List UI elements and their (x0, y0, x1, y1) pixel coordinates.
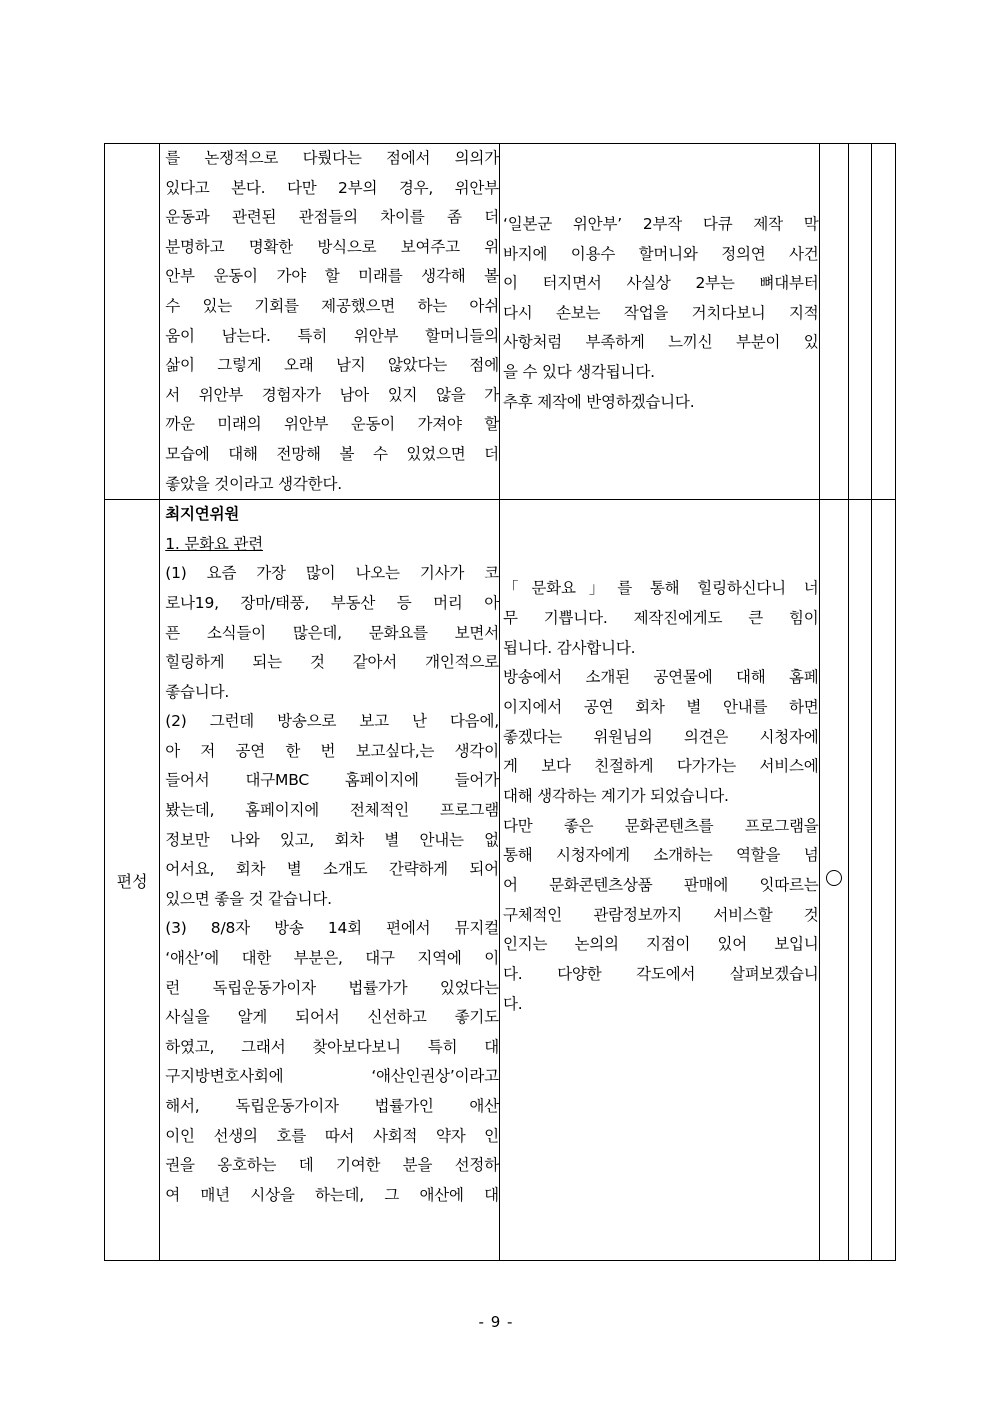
check-cell (819, 144, 848, 500)
opinion-line: (2) 그런데 방송으로 보고 난 다음에, (165, 712, 499, 731)
check-cell (819, 500, 848, 1261)
answer-line: 좋겠다는 위원님의 의견은 시청자에 (502, 727, 819, 746)
opinion-line: 하였고, 그래서 찾아보다보니 특히 대 (165, 1037, 499, 1056)
opinion-line: 어서요, 회차 별 소개도 간략하게 되어 (165, 860, 499, 879)
opinion-line: 있다고 본다. 다만 2부의 경우, 위안부 (165, 178, 499, 197)
opinion-line: 까운 미래의 위안부 운동이 가져야 할 (165, 415, 499, 434)
answer-cell (499, 500, 819, 1261)
answer-line: 사항처럼 부족하게 느끼신 부분이 있 (502, 333, 819, 352)
opinion-line: 픈 소식들이 많은데, 문화요를 보면서 (165, 623, 499, 642)
opinion-line: 있으면 좋을 것 같습니다. (165, 889, 332, 908)
opinion-line: ‘애산’에 대한 부분은, 대구 지역에 이 (165, 949, 499, 968)
opinion-line: 수 있는 기회를 제공했으면 하는 아쉬 (165, 296, 499, 315)
answer-line: 방송에서 소개된 공연물에 대해 홈페 (502, 668, 819, 687)
answer-line: 이지에서 공연 회차 별 안내를 하면 (502, 697, 819, 716)
opinion-line: 여 매년 시상을 하는데, 그 애산에 대 (165, 1185, 499, 1204)
answer-line: 다. 다양한 각도에서 살펴보겠습니 (502, 965, 819, 984)
opinion-line: 좋습니다. (165, 682, 230, 701)
opinion-line: (1) 요즘 가장 많이 나오는 기사가 코 (165, 564, 499, 583)
answer-line: 됩니다. 감사합니다. (502, 638, 636, 657)
answer-line: 어 문화콘텐츠상품 판매에 잇따르는 (502, 876, 819, 894)
answer-line: 대해 생각하는 계기가 되었습니다. (502, 786, 729, 805)
opinion-line: 분명하고 명확한 방식으로 보여주고 위 (165, 237, 499, 256)
check-cell-2 (848, 500, 871, 1261)
opinion-line: 해서, 독립운동가이자 법률가인 애산 (165, 1097, 499, 1115)
opinion-cell (160, 500, 500, 1261)
answer-line: 을 수 있다 생각됩니다. (502, 362, 655, 381)
category-cell: 편성 (105, 500, 160, 1261)
answer-line: 다시 손보는 작업을 거치다보니 지적 (502, 303, 819, 322)
opinion-cell (160, 144, 500, 500)
opinion-line: 안부 운동이 가야 할 미래를 생각해 볼 (165, 267, 499, 286)
opinion-line: 힐링하게 되는 것 같아서 개인적으로 (165, 653, 499, 672)
opinion-line: 사실을 알게 되어서 신선하고 좋기도 (165, 1008, 499, 1027)
category-cell (105, 144, 160, 500)
answer-cell (499, 144, 819, 500)
answer-line: 다. (502, 994, 523, 1013)
opinion-line: 봤는데, 홈페이지에 전체적인 프로그램 (165, 801, 499, 820)
answer-line: 인지는 논의의 지점이 있어 보입니 (502, 935, 819, 954)
opinion-line: 아 저 공연 한 번 보고싶다,는 생각이 (165, 741, 499, 760)
opinion-line: 좋았을 것이라고 생각한다. (165, 474, 342, 493)
answer-line: 바지에 이용수 할머니와 정의연 사건 (502, 244, 819, 263)
topic-heading: 1. 문화요 관련 (165, 534, 263, 553)
review-table (104, 143, 896, 1261)
answer-line: 이 터지면서 사실상 2부는 뼈대부터 (502, 274, 819, 293)
answer-line: 「문화요」를 통해 힐링하신다니 너 (502, 579, 819, 598)
check-cell-2 (848, 144, 871, 500)
check-cell-3 (871, 500, 895, 1261)
check-cell-3 (871, 144, 895, 500)
opinion-line: 로나19, 장마/태풍, 부동산 등 머리 아 (165, 593, 499, 612)
opinion-line: 움이 남는다. 특히 위안부 할머니들의 (165, 326, 499, 345)
answer-line: 무 기쁩니다. 제작진에게도 큰 힘이 (502, 608, 819, 627)
opinion-line: 삶이 그렇게 오래 남지 않았다는 점에 (165, 356, 499, 375)
answer-line: 추후 제작에 반영하겠습니다. (502, 392, 695, 411)
opinion-line: (3) 8/8자 방송 14회 편에서 뮤지컬 (165, 919, 499, 938)
opinion-line: 정보만 나와 있고, 회차 별 안내는 없 (165, 830, 499, 849)
answer-line: 다만 좋은 문화콘텐츠를 프로그램을 (502, 816, 819, 835)
opinion-line: 권을 옹호하는 데 기여한 분을 선정하 (165, 1156, 499, 1175)
opinion-line: 들어서 대구MBC 홈페이지에 들어가 (165, 771, 499, 790)
opinion-line: 모습에 대해 전망해 볼 수 있었으면 더 (165, 444, 499, 463)
answer-line: 게 보다 친절하게 다가가는 서비스에 (502, 757, 819, 776)
opinion-line: 이인 선생의 호를 따서 사회적 약자 인 (165, 1126, 499, 1145)
opinion-line: 런 독립운동가이자 법률가가 있었다는 (165, 978, 499, 997)
answer-line: 통해 시청자에게 소개하는 역할을 넘 (502, 846, 819, 865)
opinion-line: 구지방변호사회에 ‘애산인권상’이라고 (165, 1067, 499, 1086)
opinion-line: 운동과 관련된 관점들의 차이를 좀 더 (165, 208, 499, 227)
table-row (105, 144, 896, 500)
page-number: - 9 - (478, 1313, 514, 1331)
table-row (105, 500, 896, 1261)
circle-mark-icon (826, 870, 842, 886)
opinion-line: 서 위안부 경험자가 남아 있지 않을 가 (165, 385, 499, 404)
opinion-line: 를 논쟁적으로 다뤘다는 점에서 의의가 (165, 149, 499, 167)
answer-line: ‘일본군 위안부’ 2부작 다큐 제작 막 (502, 215, 819, 233)
answer-line: 구체적인 관람정보까지 서비스할 것 (502, 905, 819, 924)
member-name: 최지연위원 (165, 505, 240, 524)
